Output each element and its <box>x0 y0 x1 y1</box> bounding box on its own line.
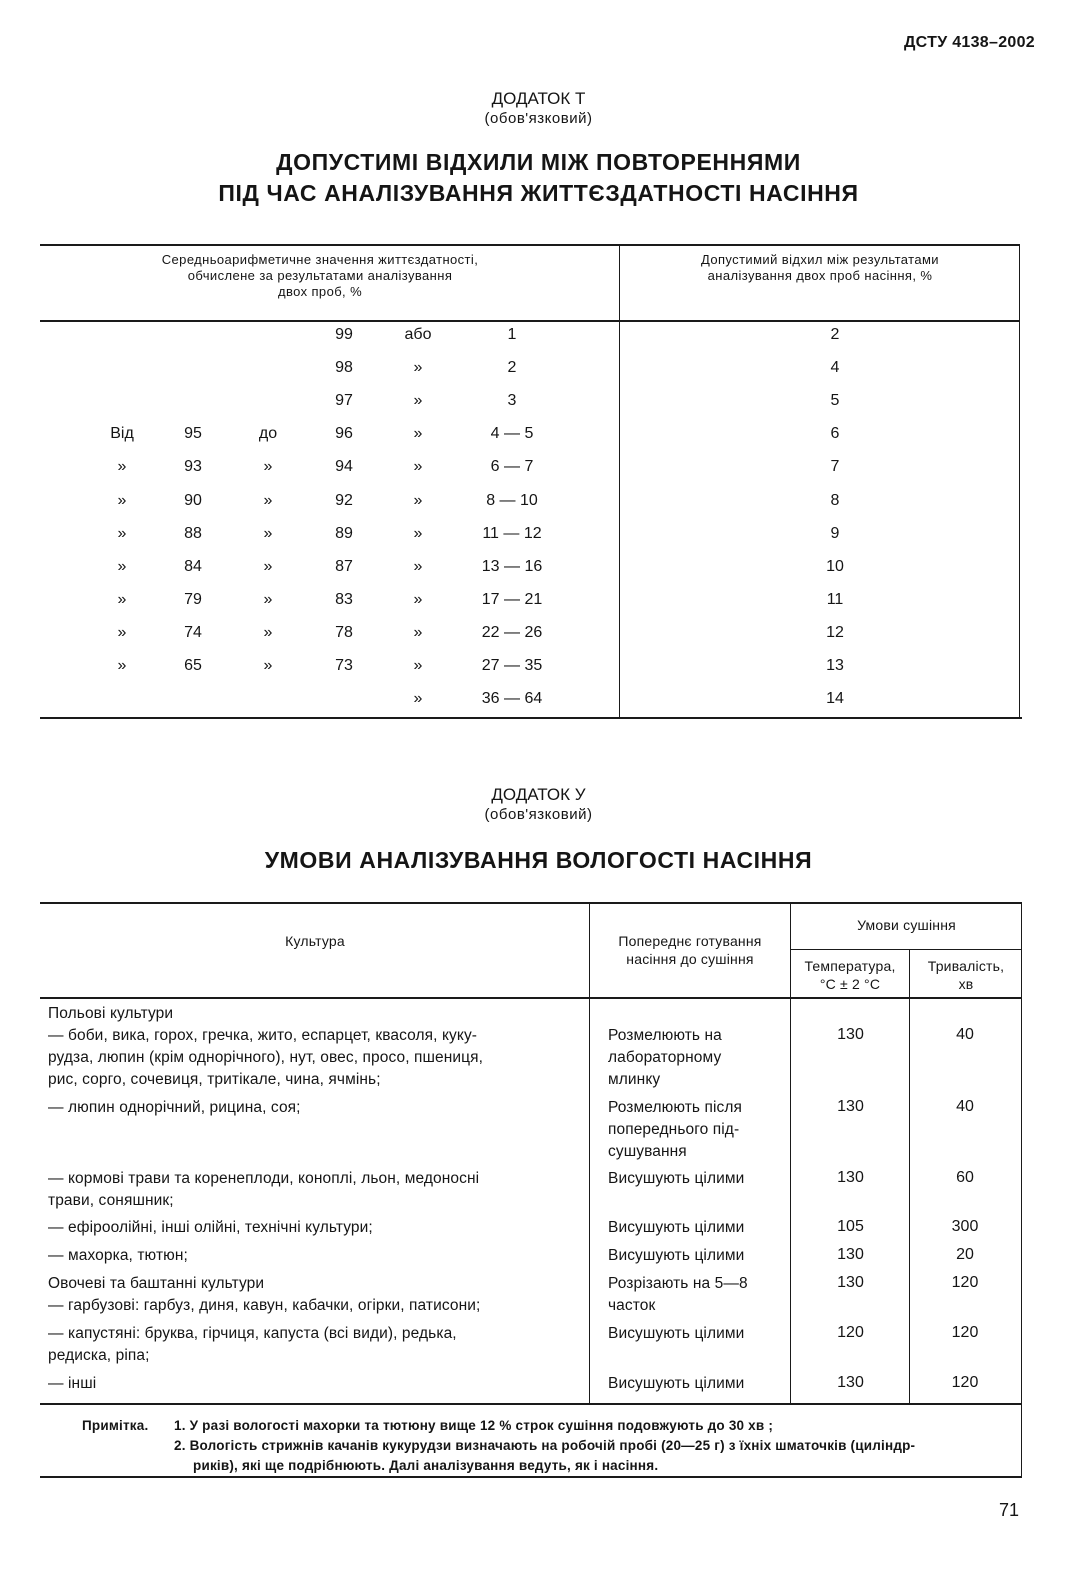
culture-cell <box>48 1273 584 1317</box>
cell-to-word: » <box>263 458 273 476</box>
cell-from-word: » <box>117 590 127 608</box>
cell-alt: 2 <box>507 359 517 377</box>
cell-deviation: 12 <box>826 623 844 641</box>
cell-to-word: » <box>263 623 273 641</box>
cell-deviation: 2 <box>830 326 840 343</box>
culture-line: рис, сорго, сочевиця, тритікале, чина, ячмінь; <box>48 1071 381 1088</box>
table-divider <box>619 244 620 718</box>
prep-line: млинку <box>608 1071 661 1088</box>
prep-cell <box>608 1025 788 1091</box>
culture-line: — інші <box>48 1375 97 1392</box>
cell-from-word: » <box>117 458 127 476</box>
cell-or-word: » <box>413 359 423 377</box>
duration-cell: 120 <box>951 1374 979 1391</box>
cell-to: 97 <box>335 392 353 410</box>
cell-or-word: або <box>404 326 432 343</box>
cell-from: 65 <box>184 657 202 674</box>
cell-from: 84 <box>184 557 202 575</box>
prep-line: попереднього під- <box>608 1121 740 1138</box>
prep-line: Висушують цілими <box>608 1219 745 1236</box>
cell-alt: 3 <box>507 392 517 410</box>
cell-alt: 27 — 35 <box>481 657 543 674</box>
cell-or-word: » <box>413 458 423 476</box>
prep-line: Розрізають на 5—8 <box>608 1275 748 1292</box>
prep-line: Розмелюють на <box>608 1027 722 1044</box>
cell-from-word: » <box>117 491 127 509</box>
cell-deviation: 10 <box>826 557 844 575</box>
cell-to: 94 <box>335 458 353 476</box>
cell-to-word: » <box>263 657 273 674</box>
cell-to-word: » <box>263 491 273 509</box>
cell-from: 88 <box>184 524 202 542</box>
cell-or-word: » <box>413 425 423 443</box>
cell-from-word: » <box>117 524 127 542</box>
cell-or-word: » <box>413 491 423 509</box>
cell-alt: 17 — 21 <box>481 590 543 608</box>
culture-line: — кормові трави та коренеплоди, коноплі, льон, медоносні <box>48 1170 480 1187</box>
cell-alt: 8 — 10 <box>486 491 538 509</box>
note-label: Примітка. <box>82 1418 149 1433</box>
culture-cell <box>48 1168 584 1212</box>
note-2-line2: риків), які ще подрібнюють. Далі аналізування ведуть, як і насіння. <box>193 1458 659 1473</box>
prep-line: часток <box>608 1297 656 1314</box>
cell-alt: 6 — 7 <box>490 458 534 476</box>
culture-line: трави, соняшник; <box>48 1192 174 1209</box>
prep-cell <box>608 1373 788 1395</box>
prep-header <box>590 932 790 968</box>
temperature-cell: 120 <box>837 1324 864 1341</box>
cell-to: 92 <box>335 491 353 509</box>
culture-line: — гарбузові: гарбуз, диня, кавун, кабачки, огірки, патисони; <box>48 1297 481 1314</box>
cell-or-word: » <box>413 623 423 641</box>
prep-line: Розмелюють після <box>608 1099 743 1116</box>
temperature-cell: 130 <box>837 1169 864 1186</box>
temperature-cell: 130 <box>837 1098 864 1115</box>
table-rule <box>40 244 1020 246</box>
cell-to: 98 <box>335 359 353 377</box>
cell-from: 93 <box>184 458 202 476</box>
culture-cell <box>48 1217 584 1239</box>
temperature-cell: 130 <box>837 1274 864 1291</box>
table-border <box>1019 244 1020 718</box>
culture-line: — люпин однорічний, рицина, соя; <box>48 1099 301 1116</box>
table-rule <box>40 902 1022 904</box>
cell-to-word: до <box>258 425 278 443</box>
cell-from-word: » <box>117 657 127 674</box>
deviation-header <box>640 252 1000 284</box>
header-line: °C ± 2 °C <box>819 976 881 992</box>
cell-deviation: 5 <box>830 392 840 410</box>
cell-to: 73 <box>335 657 353 674</box>
header-line: аналізування двох проб насіння, % <box>707 268 933 283</box>
cell-alt: 1 <box>507 326 517 343</box>
annex-t-title-line1: ДОПУСТИМІ ВІДХИЛИ МІЖ ПОВТОРЕННЯМИ <box>276 149 801 175</box>
table-rule <box>790 949 1022 950</box>
cell-to: 87 <box>335 557 353 575</box>
culture-line: рудза, люпин (крім однорічного), нут, овес, просо, пшениця, <box>48 1049 484 1066</box>
cell-from-word: » <box>117 557 127 575</box>
culture-line: Овочеві та баштанні культури <box>48 1275 265 1292</box>
annex-t-title <box>0 147 1077 209</box>
header-line: обчислене за результатами аналізування <box>187 268 453 283</box>
annex-t-title-line2: ПІД ЧАС АНАЛІЗУВАННЯ ЖИТТЄЗДАТНОСТІ НАСІННЯ <box>218 180 859 206</box>
note-2-line1: 2. Вологість стрижнів качанів кукурудзи визначають на робочій пробі (20—25 г) з їхніх шматочків (циліндр- <box>174 1438 916 1453</box>
prep-line: Висушують цілими <box>608 1247 745 1264</box>
prep-line: Висушують цілими <box>608 1170 745 1187</box>
culture-line: — ефіроолійні, інші олійні, технічні культури; <box>48 1219 373 1236</box>
culture-line: — капустяні: бруква, гірчиця, капуста (всі види), редька, <box>48 1325 457 1342</box>
cell-from-word: Від <box>110 425 134 443</box>
table-rule <box>40 717 1022 719</box>
header-line: хв <box>958 976 974 992</box>
header-line: Тривалість, <box>927 958 1005 974</box>
cell-or-word: » <box>413 590 423 608</box>
prep-cell <box>608 1217 788 1239</box>
cell-to-word: » <box>263 557 273 575</box>
header-line: насіння до сушіння <box>626 951 754 967</box>
cell-or-word: » <box>413 524 423 542</box>
temperature-cell: 130 <box>837 1246 864 1263</box>
cell-from: 90 <box>184 491 202 509</box>
culture-cell <box>48 1097 584 1119</box>
cell-deviation: 9 <box>830 524 840 542</box>
prep-cell <box>608 1168 788 1190</box>
cell-to: 96 <box>335 425 353 443</box>
culture-cell <box>48 1373 584 1395</box>
cell-deviation: 11 <box>826 590 844 608</box>
header-line: Попереднє готування <box>618 933 762 949</box>
header-line: Допустимий відхил між результатами <box>701 252 939 267</box>
duration-cell: 40 <box>956 1026 974 1043</box>
cell-from-word: » <box>117 623 127 641</box>
prep-line: Висушують цілими <box>608 1325 745 1342</box>
prep-cell <box>608 1097 788 1163</box>
cell-from: 79 <box>184 590 202 608</box>
culture-line: редиска, ріпа; <box>48 1347 150 1364</box>
prep-cell <box>608 1323 788 1345</box>
cell-to: 78 <box>335 623 353 641</box>
prep-line: лабораторному <box>608 1049 722 1066</box>
culture-cell <box>48 1003 584 1091</box>
cell-alt: 36 — 64 <box>481 690 543 708</box>
table-rule <box>40 1476 1022 1478</box>
cell-deviation: 4 <box>830 359 840 377</box>
table-rule <box>40 320 1020 322</box>
note-1: 1. У разі вологості махорки та тютюну вище 12 % строк сушіння подовжують до 30 хв ; <box>174 1418 774 1433</box>
cell-alt: 13 — 16 <box>481 557 543 575</box>
culture-line: — боби, вика, горох, гречка, жито, еспарцет, квасоля, куку- <box>48 1027 478 1044</box>
header-line: Температура, <box>804 958 896 974</box>
culture-header: Культура <box>285 933 345 949</box>
cell-deviation: 6 <box>830 425 840 443</box>
cell-or-word: » <box>413 657 423 674</box>
prep-cell <box>608 1245 788 1267</box>
cell-alt: 11 — 12 <box>482 524 542 542</box>
culture-line: — махорка, тютюн; <box>48 1247 188 1264</box>
temperature-header <box>791 957 909 993</box>
annex-u-label: ДОДАТОК У <box>491 785 586 804</box>
prep-line: Висушують цілими <box>608 1375 745 1392</box>
cell-from: 95 <box>184 425 202 443</box>
document-code: ДСТУ 4138–2002 <box>903 34 1035 51</box>
cell-alt: 22 — 26 <box>481 623 543 641</box>
cell-from: 74 <box>184 623 202 641</box>
temperature-cell: 130 <box>837 1026 864 1043</box>
cell-to-word: » <box>263 524 273 542</box>
cell-deviation: 7 <box>830 458 840 476</box>
duration-cell: 120 <box>951 1274 979 1291</box>
header-line: Середньоарифметичне значення життєздатності, <box>161 252 479 267</box>
culture-cell <box>48 1245 584 1267</box>
cell-or-word: » <box>413 557 423 575</box>
duration-cell: 300 <box>951 1218 979 1235</box>
cell-deviation: 13 <box>826 657 844 674</box>
cell-to: 99 <box>335 326 353 343</box>
table-rule <box>40 997 1022 999</box>
prep-cell <box>608 1273 788 1317</box>
culture-line: Польові культури <box>48 1005 174 1022</box>
cell-to: 89 <box>335 524 353 542</box>
temperature-cell: 130 <box>837 1374 864 1391</box>
table-divider <box>589 902 590 1404</box>
duration-header <box>910 957 1022 993</box>
cell-deviation: 14 <box>826 690 844 708</box>
duration-cell: 60 <box>956 1169 974 1186</box>
duration-cell: 20 <box>956 1246 974 1263</box>
cell-to: 83 <box>335 590 353 608</box>
cell-deviation: 8 <box>830 491 840 509</box>
viability-mean-header <box>60 252 580 300</box>
cell-alt: 4 — 5 <box>490 425 534 443</box>
annex-u-status: (обов'язковий) <box>484 806 593 823</box>
cell-or-word: » <box>413 392 423 410</box>
annex-t-status: (обов'язковий) <box>484 110 593 127</box>
prep-line: сушування <box>608 1143 687 1160</box>
culture-cell <box>48 1323 584 1367</box>
annex-t-label: ДОДАТОК Т <box>491 89 586 108</box>
duration-cell: 40 <box>956 1098 974 1115</box>
annex-u-title: УМОВИ АНАЛІЗУВАННЯ ВОЛОГОСТІ НАСІННЯ <box>264 847 813 873</box>
cell-or-word: » <box>413 690 423 708</box>
duration-cell: 120 <box>951 1324 979 1341</box>
table-rule <box>40 1403 1022 1405</box>
cell-to-word: » <box>263 590 273 608</box>
temperature-cell: 105 <box>837 1218 864 1235</box>
drying-conditions-header: Умови сушіння <box>857 917 956 933</box>
header-line: двох проб, % <box>277 284 363 299</box>
page-number: 71 <box>998 1500 1019 1520</box>
